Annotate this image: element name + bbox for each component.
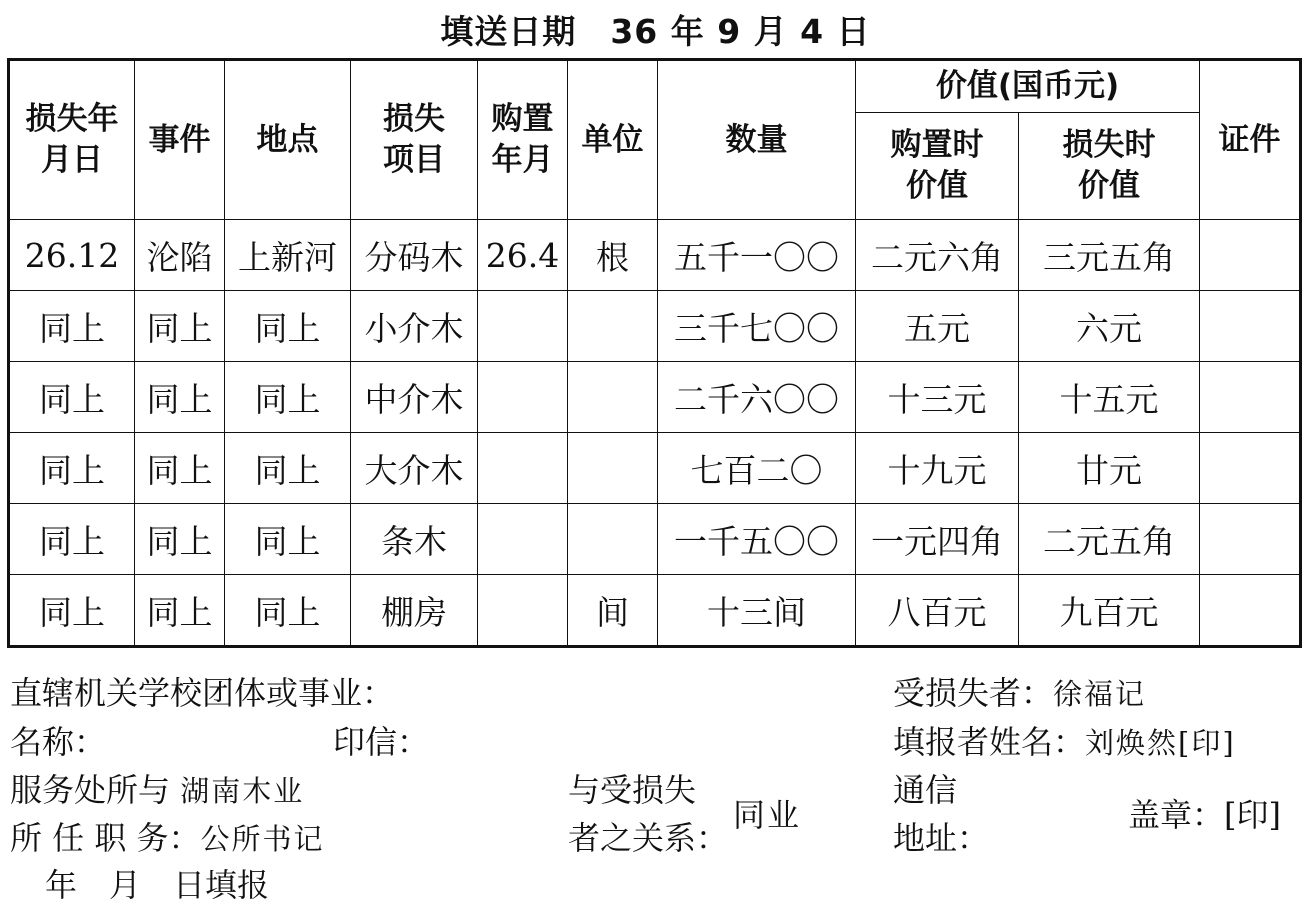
header-quantity: 数量 — [658, 60, 856, 220]
relation-value: 同业 — [733, 796, 802, 834]
header-loss-item: 损失 项目 — [351, 60, 478, 220]
office-value: 湖南木业 — [180, 774, 305, 808]
cell-date: 同上 — [9, 362, 135, 433]
cell-place: 同上 — [225, 433, 351, 504]
header-unit: 单位 — [568, 60, 658, 220]
cell-place: 同上 — [225, 362, 351, 433]
header-purchase-date: 购置 年月 — [478, 60, 568, 220]
cell-item: 小介木 — [351, 291, 478, 362]
cell-quantity: 二千六〇〇 — [658, 362, 856, 433]
cell-purchase — [478, 291, 568, 362]
table-row — [9, 575, 1301, 647]
office-line — [10, 765, 304, 811]
cell-purchase — [478, 433, 568, 504]
cell-event: 同上 — [135, 575, 225, 647]
seal-label: 印信： — [333, 723, 430, 761]
cell-evidence — [1200, 220, 1301, 291]
cell-event: 同上 — [135, 291, 225, 362]
header-loss-date: 损失年 月日 — [9, 60, 135, 220]
cell-value-loss: 十五元 — [1019, 362, 1200, 433]
form-title: 填送日期 36 年 9 月 4 日 — [440, 12, 871, 51]
cell-event: 沦陷 — [135, 220, 225, 291]
cell-event: 同上 — [135, 362, 225, 433]
header-value-at-loss: 损失时 价值 — [1019, 113, 1200, 220]
office-label: 服务处所与 — [10, 771, 171, 809]
cell-value-purchase: 十九元 — [856, 433, 1019, 504]
stamp-value: [印] — [1224, 796, 1281, 834]
cell-item: 中介木 — [351, 362, 478, 433]
cell-value-loss: 廿元 — [1019, 433, 1200, 504]
cell-purchase — [478, 362, 568, 433]
victim-value: 徐福记 — [1053, 677, 1147, 711]
victim-label: 受损失者： — [893, 674, 1054, 712]
cell-evidence — [1200, 575, 1301, 647]
cell-purchase — [478, 504, 568, 575]
cell-place: 同上 — [225, 504, 351, 575]
comm-label-2: 地址： — [893, 819, 990, 857]
cell-quantity: 十三间 — [658, 575, 856, 647]
table-row — [9, 504, 1301, 575]
fill-date: 年 月 日填报 — [45, 866, 270, 904]
position-label: 所 任 职 务： — [10, 819, 201, 857]
cell-unit — [568, 504, 658, 575]
cell-evidence — [1200, 433, 1301, 504]
cell-evidence — [1200, 362, 1301, 433]
cell-place: 同上 — [225, 291, 351, 362]
table-row — [9, 433, 1301, 504]
cell-date: 26.12 — [9, 220, 135, 291]
cell-item: 棚房 — [351, 575, 478, 647]
cell-value-purchase: 十三元 — [856, 362, 1019, 433]
cell-value-loss: 六元 — [1019, 291, 1200, 362]
header-place: 地点 — [225, 60, 351, 220]
comm-label-1: 通信 — [893, 771, 958, 809]
reporter-value: 刘焕然[印] — [1085, 726, 1236, 760]
cell-date: 同上 — [9, 504, 135, 575]
name-label: 名称： — [10, 723, 107, 761]
cell-evidence — [1200, 504, 1301, 575]
table-row — [9, 220, 1301, 291]
cell-value-loss: 三元五角 — [1019, 220, 1200, 291]
cell-unit — [568, 433, 658, 504]
cell-date: 同上 — [9, 575, 135, 647]
header-evidence: 证件 — [1200, 60, 1301, 220]
victim-line — [893, 668, 1146, 714]
cell-value-purchase: 一元四角 — [856, 504, 1019, 575]
cell-place: 上新河 — [225, 220, 351, 291]
reporter-label: 填报者姓名： — [893, 723, 1086, 761]
table-row — [9, 291, 1301, 362]
cell-unit: 根 — [568, 220, 658, 291]
cell-date: 同上 — [9, 291, 135, 362]
cell-item: 条木 — [351, 504, 478, 575]
position-line — [10, 813, 325, 859]
cell-purchase — [478, 575, 568, 647]
cell-evidence — [1200, 291, 1301, 362]
org-label: 直辖机关学校团体或事业： — [10, 674, 395, 712]
stamp-line — [1128, 790, 1281, 836]
relation-label-2: 者之关系： — [568, 819, 729, 857]
cell-item: 分码木 — [351, 220, 478, 291]
reporter-line — [893, 717, 1236, 763]
cell-unit — [568, 362, 658, 433]
cell-unit — [568, 291, 658, 362]
position-value: 公所书记 — [200, 822, 325, 856]
cell-quantity: 五千一〇〇 — [658, 220, 856, 291]
cell-event: 同上 — [135, 504, 225, 575]
cell-unit: 间 — [568, 575, 658, 647]
table-row — [9, 362, 1301, 433]
cell-quantity: 七百二〇 — [658, 433, 856, 504]
cell-value-purchase: 二元六角 — [856, 220, 1019, 291]
cell-value-purchase: 五元 — [856, 291, 1019, 362]
stamp-label: 盖章： — [1128, 796, 1225, 834]
cell-quantity: 三千七〇〇 — [658, 291, 856, 362]
cell-quantity: 一千五〇〇 — [658, 504, 856, 575]
header-value-at-purchase: 购置时 价值 — [856, 113, 1019, 220]
cell-date: 同上 — [9, 433, 135, 504]
loss-report-table — [7, 58, 1302, 648]
cell-value-loss: 二元五角 — [1019, 504, 1200, 575]
cell-place: 同上 — [225, 575, 351, 647]
header-event: 事件 — [135, 60, 225, 220]
cell-item: 大介木 — [351, 433, 478, 504]
relation-label-1: 与受损失 — [568, 771, 697, 809]
cell-event: 同上 — [135, 433, 225, 504]
header-value-group: 价值(国币元) — [856, 60, 1200, 113]
cell-value-loss: 九百元 — [1019, 575, 1200, 647]
cell-purchase: 26.4 — [478, 220, 568, 291]
cell-value-purchase: 八百元 — [856, 575, 1019, 647]
